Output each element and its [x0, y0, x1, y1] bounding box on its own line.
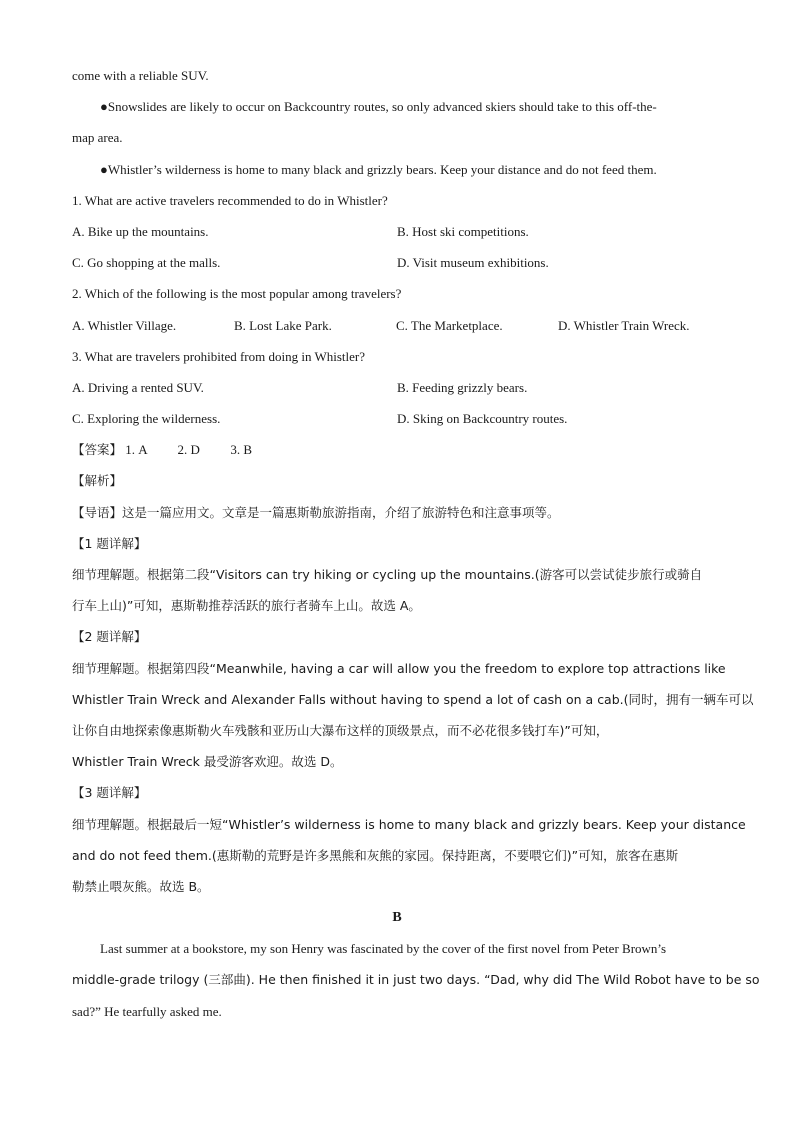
answer-3: 3. B: [230, 442, 252, 458]
option-b: B. Lost Lake Park.: [234, 317, 332, 333]
option-d: D. Visit museum exhibitions.: [397, 255, 549, 271]
q2-detail-line: 细节理解题。根据第四段“Meanwhile, having a car will allow you the freedom to explore top attractions like: [72, 660, 726, 676]
answer-tag: 【答案】: [72, 442, 123, 458]
document-page: [72, 66, 760, 1033]
option-c: C. Go shopping at the malls.: [72, 255, 221, 271]
option-a: A. Driving a rented SUV.: [72, 379, 204, 395]
option-a: A. Bike up the mountains.: [72, 223, 209, 239]
passage-line: sad?” He tearfully asked me.: [72, 1003, 222, 1019]
passage-line: middle-grade trilogy (三部曲). He then finished it in just two days. “Dad, why did The Wild Robot have to be so: [72, 972, 760, 988]
answer-line: [72, 440, 722, 471]
q1-detail-line: 细节理解题。根据第二段“Visitors can try hiking or cycling up the mountains.(游客可以尝试徒步旅行或骑自: [72, 567, 703, 582]
q1-detail-line: 行车上山)”可知，惠斯勒推荐活跃的旅行者骑车上山。故选 A。: [72, 598, 421, 614]
guide-text: 这是一篇应用文。文章是一篇惠斯勒旅游指南，介绍了旅游特色和注意事项等。: [122, 504, 560, 520]
q3-detail-line: and do not feed them.(惠斯勒的荒野是许多黑熊和灰熊的家园。保持距离，不要喂它们)”可知，旅客在惠斯: [72, 847, 679, 863]
question-2-stem: 2. Which of the following is the most popular among travelers?: [72, 286, 402, 302]
guide-tag: 【导语】: [72, 504, 123, 520]
option-d: D. Whistler Train Wreck.: [558, 317, 690, 333]
bullet-bears: ●Whistler’s wilderness is home to many black and grizzly bears. Keep your distance and do not feed them.: [100, 161, 657, 177]
question-1-options-row-2: [72, 253, 722, 284]
q2-detail-line: 让你自由地探索像惠斯勒火车残骸和亚历山大瀑布这样的顶级景点，而不必花很多钱打车)”可知，: [72, 722, 609, 738]
question-1-stem: 1. What are active travelers recommended to do in Whistler?: [72, 192, 388, 208]
q1-detail-tag: 【1 题详解】: [72, 535, 147, 551]
question-3-stem: 3. What are travelers prohibited from doing in Whistler?: [72, 348, 366, 364]
q3-detail-tag: 【3 题详解】: [72, 785, 147, 801]
option-a: A. Whistler Village.: [72, 317, 177, 333]
option-c: C. Exploring the wilderness.: [72, 411, 221, 427]
guide-line: [72, 503, 722, 534]
question-3-options-row-2: [72, 409, 722, 440]
bullet-snowslides: ●Snowslides are likely to occur on Backcountry routes, so only advanced skiers should take to this off-the-: [100, 99, 657, 115]
passage-line: Last summer at a bookstore, my son Henry was fascinated by the cover of the first novel from Peter Brown’s: [100, 941, 667, 957]
text-line: come with a reliable SUV.: [72, 68, 209, 83]
q3-detail-line: 勒禁止喂灰熊。故选 B。: [72, 878, 210, 894]
section-heading: B: [392, 910, 402, 926]
answer-1: 1. A: [125, 442, 147, 458]
q3-detail-line: 细节理解题。根据最后一短“Whistler’s wilderness is home to many black and grizzly bears. Keep your distance: [72, 816, 746, 832]
option-b: B. Host ski competitions.: [397, 223, 529, 239]
question-3-options-row-1: [72, 378, 722, 409]
q2-detail-line: Whistler Train Wreck and Alexander Falls without having to spend a lot of cash on a cab.(同时，拥有一辆车可以: [72, 691, 754, 707]
analysis-tag: 【解析】: [72, 473, 123, 489]
q2-detail-line: Whistler Train Wreck 最受游客欢迎。故选 D。: [72, 754, 343, 770]
text-line: map area.: [72, 130, 123, 146]
q2-detail-tag: 【2 题详解】: [72, 629, 147, 645]
question-1-options-row-1: [72, 222, 722, 253]
option-c: C. The Marketplace.: [396, 317, 503, 333]
answer-2: 2. D: [177, 442, 200, 458]
question-2-options-row: [72, 316, 722, 347]
option-b: B. Feeding grizzly bears.: [397, 379, 528, 395]
option-d: D. Sking on Backcountry routes.: [397, 411, 568, 427]
